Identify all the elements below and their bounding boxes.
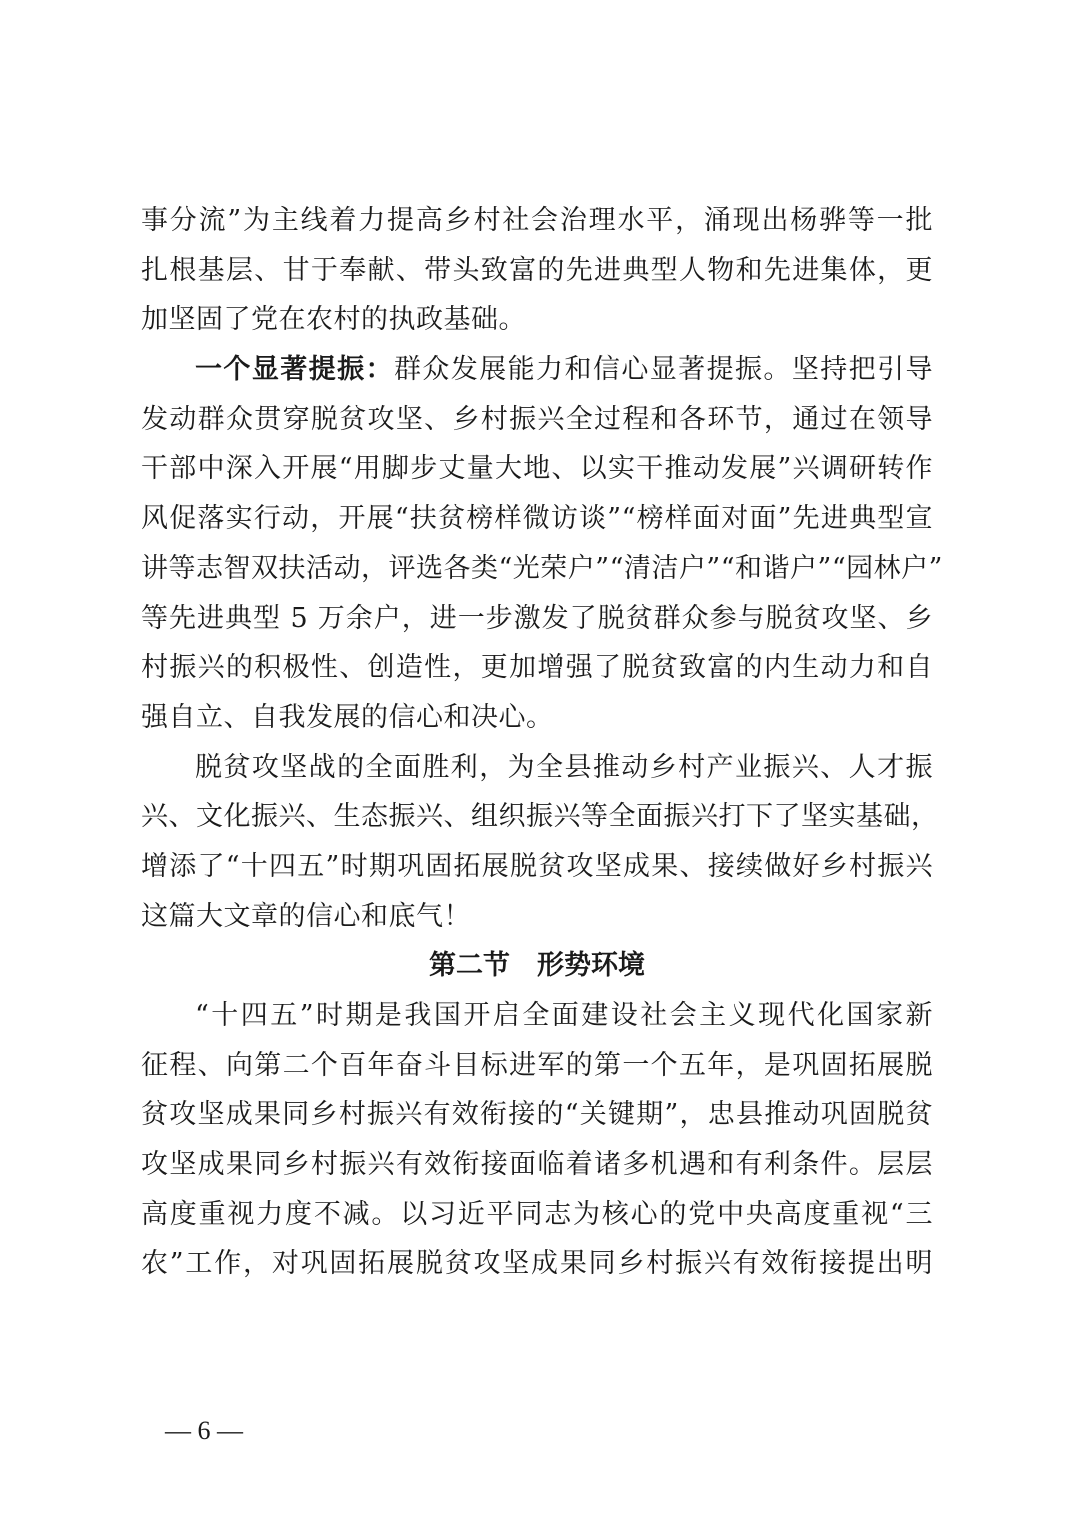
paragraph-3-line-4: 这篇大文章的信心和底气！ — [141, 900, 471, 932]
paragraph-4-line-6: 农”工作，对巩固拓展脱贫攻坚成果同乡村振兴有效衔接提出明 — [141, 1248, 933, 1280]
paragraph-2-line-5: 讲等志智双扶活动，评选各类“光荣户”“清洁户”“和谐户”“园林户” — [141, 552, 943, 584]
paragraph-2-line-3: 干部中深入开展“用脚步丈量大地、以实干推动发展”兴调研转作 — [141, 453, 933, 485]
page-number: — 6 — — [165, 1416, 243, 1445]
paragraph-2-first-line-rest: 群众发展能力和信心显著提振。坚持把引导 — [393, 354, 934, 386]
paragraph-2-lead: 一个显著提振： — [195, 354, 394, 386]
paragraph-1-line-3: 加坚固了党在农村的执政基础。 — [141, 304, 526, 336]
paragraph-1-line-2: 扎根基层、甘于奉献、带头致富的先进典型人物和先进集体，更 — [141, 254, 933, 286]
body-text — [141, 196, 943, 1289]
paragraph-3-line-1: 脱贫攻坚战的全面胜利，为全县推动乡村产业振兴、人才振 — [195, 751, 933, 783]
paragraph-3-line-3: 增添了“十四五”时期巩固拓展脱贫攻坚成果、接续做好乡村振兴 — [141, 850, 933, 882]
paragraph-4-line-3: 贫攻坚成果同乡村振兴有效衔接的“关键期”，忠县推动巩固脱贫 — [141, 1099, 933, 1131]
paragraph-2-line-8: 强自立、自我发展的信心和决心。 — [141, 701, 554, 733]
paragraph-4-line-5: 高度重视力度不减。以习近平同志为核心的党中央高度重视“三 — [141, 1198, 933, 1230]
paragraph-3-line-2: 兴、文化振兴、生态振兴、组织振兴等全面振兴打下了坚实基础， — [141, 801, 939, 833]
paragraph-4-line-2: 征程、向第二个百年奋斗目标进军的第一个五年，是巩固拓展脱 — [141, 1049, 933, 1081]
paragraph-2-line-6: 等先进典型 5 万余户，进一步激发了脱贫群众参与脱贫攻坚、乡 — [141, 602, 933, 634]
paragraph-2-line-1 — [141, 345, 933, 395]
section-heading: 第二节 形势环境 — [429, 950, 645, 982]
paragraph-1-line-1: 事分流”为主线着力提高乡村社会治理水平，涌现出杨骅等一批 — [141, 205, 933, 236]
paragraph-2-line-2: 发动群众贯穿脱贫攻坚、乡村振兴全过程和各环节，通过在领导 — [141, 403, 933, 435]
paragraph-2-line-4: 风促落实行动，开展“扶贫榜样微访谈”“榜样面对面”先进典型宣 — [141, 503, 933, 535]
paragraph-4-line-4: 攻坚成果同乡村振兴有效衔接面临着诸多机遇和有利条件。层层 — [141, 1149, 933, 1181]
paragraph-4-line-1: “十四五”时期是我国开启全面建设社会主义现代化国家新 — [195, 1000, 933, 1031]
paragraph-2-line-7: 村振兴的积极性、创造性，更加增强了脱贫致富的内生动力和自 — [141, 652, 933, 684]
